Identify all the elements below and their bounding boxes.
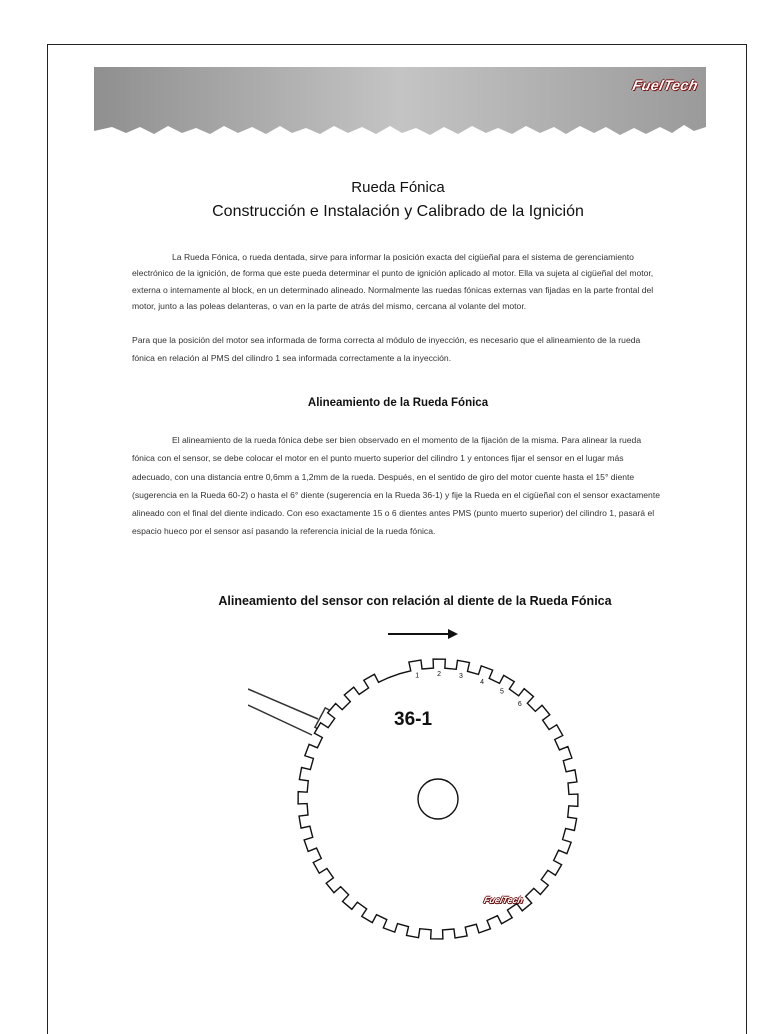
banner-graphic xyxy=(94,67,706,139)
intro-text-2: Para que la posición del motor sea informada de forma correcta al módulo de inyección, es necesario que el alineamiento de la rueda fónica en relación al PMS del cilindro 1 sea informada correctamente a la inyección. xyxy=(132,335,641,364)
rotation-arrow xyxy=(388,629,458,639)
section-heading: Alineamiento de la Rueda Fónica xyxy=(307,397,489,409)
brand-logo: FuelTech xyxy=(631,77,700,93)
tooth-number: 3 xyxy=(459,673,463,681)
tooth-number: 5 xyxy=(499,688,504,696)
figure-caption: Alineamiento del sensor con relación al diente de la Rueda Fónica xyxy=(218,594,612,608)
page-subtitle: Construcción e Instalación y Calibrado de la Ignición xyxy=(212,203,584,220)
tooth-number: 2 xyxy=(437,671,442,678)
tooth-number: 1 xyxy=(415,672,420,680)
page-title: Rueda Fónica xyxy=(351,179,445,196)
document-page xyxy=(47,44,747,1034)
wheel-type-label: 36-1 xyxy=(394,709,433,730)
tooth-number: 4 xyxy=(480,679,485,686)
wheel-center-hole xyxy=(418,779,458,819)
tooth-number: 6 xyxy=(517,701,522,709)
section-text: El alineamiento de la rueda fónica debe ser bien observado en el momento de la fijación de la misma. Para alinear la rueda fónica con el sensor, se debe colocar el motor en el punto muerto superior del cilindro 1 y entonces fijar el sensor en el lugar más adecuado, con una distancia entre 0,6mm a 1,2mm de la rueda. Después, en el sentido de giro del motor cuente hasta el 15° diente (sugerencia en la Rueda 60-2) o hasta el 6° diente (sugerencia en la Rueda 36-1) y fije la Rueda en el cigüeñal con el sensor exactamente alineado con el final del diente indicado. Con eso exactamente 15 o 6 dientes antes PMS (punto muerto superior) del cilindro 1, pasará el espacio hueco por el sensor así pasando la referencia inicial de la rueda fónica. xyxy=(132,435,660,537)
wheel-diagram xyxy=(248,619,628,949)
intro-paragraph-2 xyxy=(132,331,662,368)
section-paragraph xyxy=(132,431,662,541)
intro-text-1: La Rueda Fónica, o rueda dentada, sirve para informar la posición exacta del cigüeñal para el sistema de gerenciamiento electrónico de la ignición, de forma que este pueda determinar el punto de ignición aplicado al motor. Ella va sujeta al cigüeñal del motor, externa o internamente al block, en un determinado alineado. Normalmente las ruedas fónicas externas van fijadas en la parte frontal del motor, junto a las poleas delanteras, o van en la parte de atrás del mismo, cercana al volante del motor. xyxy=(132,252,654,312)
intro-paragraph-1 xyxy=(132,249,662,315)
header-banner xyxy=(94,67,706,139)
figure-logo: FuelTech xyxy=(482,895,525,905)
